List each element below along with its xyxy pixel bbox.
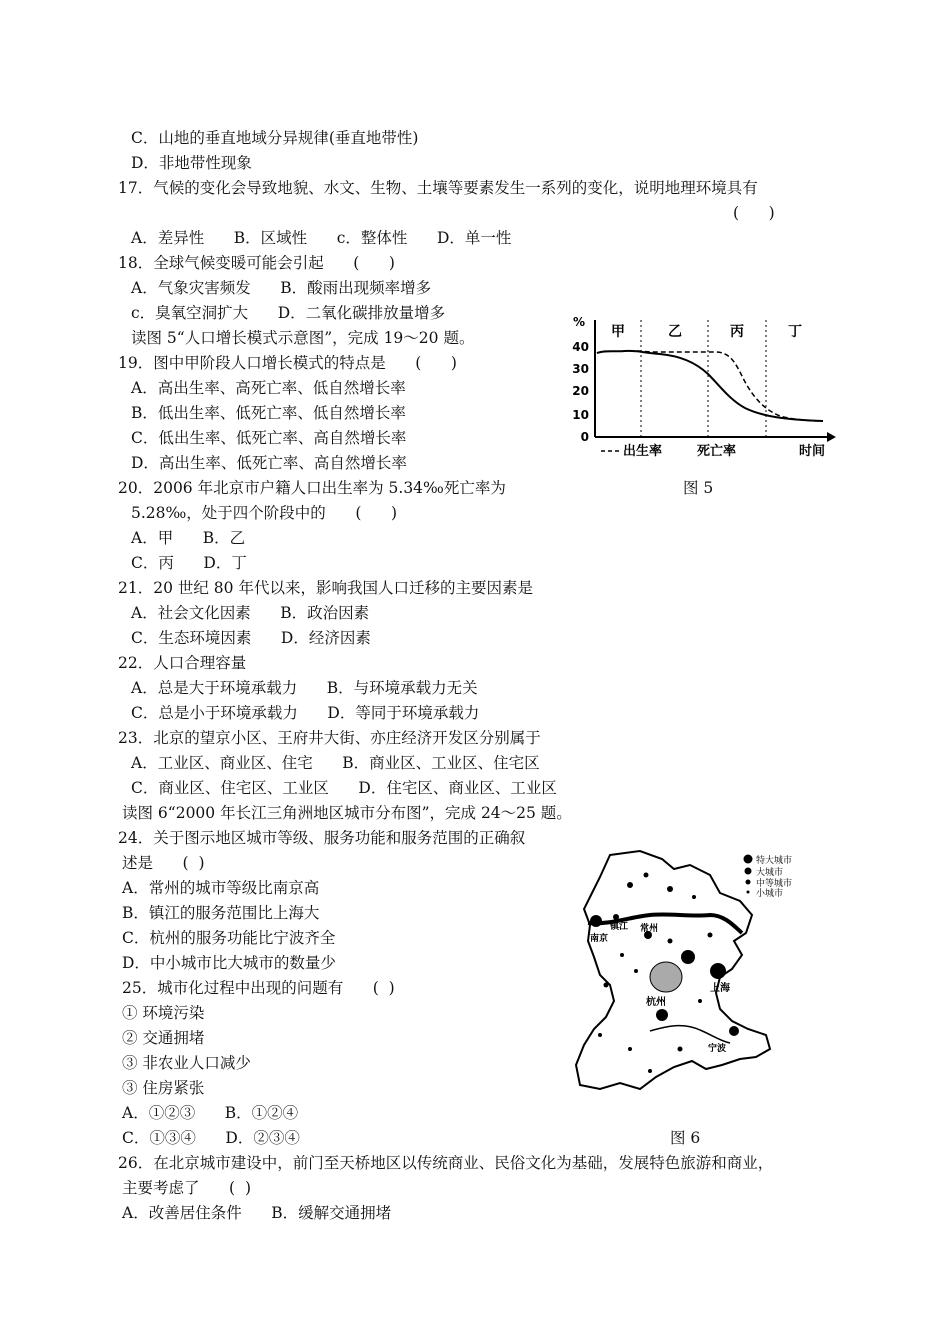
city-nanjing: [590, 915, 602, 927]
question-25-options-cd: C．①③④ D．②③④: [122, 1129, 300, 1147]
question-19-option-a: A．高出生率、高死亡率、低自然增长率: [131, 379, 406, 397]
question-17-options: A．差异性 B．区域性 c．整体性 D．单一性: [131, 229, 512, 247]
stage-jia: 甲: [611, 324, 625, 340]
stage-ding: 丁: [788, 324, 802, 340]
question-22-options-cd: C．总是小于环境承载力 D．等同于环境承载力: [131, 704, 480, 722]
city-ningbo: [729, 1026, 739, 1036]
question-18-options-cd: c．臭氧空洞扩大 D．二氧化碳排放量增多: [131, 304, 446, 322]
taihu-lake: [650, 962, 682, 992]
legend-mega-city: 特大城市: [756, 856, 793, 866]
question-24-continued: 述是 ( ): [122, 854, 205, 872]
figure-6-city-map: [570, 845, 830, 1095]
line-option-16d: D．非地带性现象: [131, 154, 252, 172]
question-23-options-cd: C．商业区、住宅区、工业区 D．住宅区、商业区、工业区: [131, 779, 557, 797]
legend-small-city-marker: [747, 891, 750, 894]
figure-5-caption: 图 5: [683, 479, 714, 497]
ytick-40: 40: [572, 340, 589, 354]
x-axis-label: 时间: [799, 444, 826, 459]
question-20: 20．2006 年北京市户籍人口出生率为 5.34‰死亡率为: [118, 479, 506, 497]
legend-large-city-marker: [745, 868, 752, 875]
question-24-option-a: A．常州的城市等级比南京高: [122, 879, 320, 897]
ytick-20: 20: [572, 384, 589, 398]
figure-5-unit: %: [573, 315, 586, 329]
question-25-item-3: ③ 非农业人口减少: [122, 1054, 251, 1072]
figure-6-intro: 读图 6“2000 年长江三角洲地区城市分布图”，完成 24～25 题。: [122, 804, 572, 822]
city-hangzhou: [656, 1009, 668, 1021]
question-25: 25．城市化过程中出现的问题有 ( ): [122, 979, 395, 997]
question-17-answer-bracket: ( ): [733, 204, 775, 222]
question-19-option-c: C．低出生率、低死亡率、高自然增长率: [131, 429, 407, 447]
question-25-item-1: ① 环境污染: [122, 1004, 205, 1022]
question-21-options-ab: A．社会文化因素 B．政治因素: [131, 604, 370, 622]
question-23-options-ab: A．工业区、商业区、住宅 B．商业区、工业区、住宅区: [131, 754, 540, 772]
stage-yi: 乙: [668, 324, 682, 340]
question-18-options-ab: A．气象灾害频发 B．酸雨出现频率增多: [131, 279, 432, 297]
legend-death-rate: 死亡率: [697, 444, 737, 459]
question-24: 24．关于图示地区城市等级、服务功能和服务范围的正确叙: [118, 829, 526, 847]
label-nanjing: 南京: [590, 934, 609, 944]
ytick-30: 30: [572, 362, 589, 376]
label-changzhou: 常州: [640, 924, 659, 934]
figure-5-population-model: [565, 312, 845, 462]
question-18: 18．全球气候变暖可能会引起 ( ): [118, 254, 395, 272]
label-shanghai: 上海: [710, 983, 730, 994]
question-25-item-4: ③ 住房紧张: [122, 1079, 205, 1097]
label-hangzhou: 杭州: [646, 997, 666, 1008]
label-zhenjiang: 镇江: [610, 922, 629, 932]
birth-rate-curve: [597, 351, 823, 421]
legend-birth-rate: 出生率: [623, 444, 663, 459]
figure-6-caption: 图 6: [670, 1129, 701, 1147]
question-17: 17．气候的变化会导致地貌、水文、生物、土壤等要素发生一系列的变化，说明地理环境具有: [118, 179, 758, 197]
label-ningbo: 宁波: [708, 1044, 727, 1054]
figure-5-intro: 读图 5“人口增长模式示意图”，完成 19～20 题。: [131, 329, 475, 347]
stage-bing: 丙: [730, 324, 744, 340]
legend-medium-city: 中等城市: [756, 879, 793, 889]
legend-group: [744, 854, 793, 899]
legend-small-city: 小城市: [756, 889, 784, 899]
question-26-continued: 主要考虑了 ( ): [122, 1179, 252, 1197]
question-24-option-b: B．镇江的服务范围比上海大: [122, 904, 320, 922]
question-21-options-cd: C．生态环境因素 D．经济因素: [131, 629, 371, 647]
city-zhenjiang: [613, 914, 619, 920]
question-22: 22．人口合理容量: [118, 654, 247, 672]
legend-large-city: 大城市: [756, 868, 784, 878]
ytick-0: 0: [580, 430, 589, 444]
question-20-options-ab: A．甲 B．乙: [131, 529, 246, 547]
city-suzhou: [681, 950, 695, 964]
question-20-continued: 5.28‰，处于四个阶段中的 ( ): [131, 504, 398, 522]
question-19-option-d: D．高出生率、低死亡率、高自然增长率: [131, 454, 407, 472]
legend-mega-city-marker: [744, 855, 753, 864]
question-24-option-d: D．中小城市比大城市的数量少: [122, 954, 336, 972]
question-22-options-ab: A．总是大于环境承载力 B．与环境承载力无关: [131, 679, 478, 697]
question-25-item-2: ② 交通拥堵: [122, 1029, 205, 1047]
question-25-options-ab: A．①②③ B．①②④: [122, 1104, 299, 1122]
question-21: 21．20 世纪 80 年代以来，影响我国人口迁移的主要因素是: [118, 579, 533, 597]
question-20-options-cd: C．丙 D．丁: [131, 554, 247, 572]
line-option-16c: C．山地的垂直地域分异规律(垂直地带性): [131, 129, 419, 147]
question-19: 19．图中甲阶段人口增长模式的特点是 ( ): [118, 354, 457, 372]
death-rate-curve: [597, 351, 823, 421]
city-shanghai: [710, 963, 726, 979]
question-19-option-b: B．低出生率、低死亡率、低自然增长率: [131, 404, 406, 422]
legend-medium-city-marker: [746, 880, 751, 885]
question-26-options-ab: A．改善居住条件 B．缓解交通拥堵: [122, 1204, 392, 1222]
ytick-10: 10: [572, 408, 589, 422]
question-24-option-c: C．杭州的服务功能比宁波齐全: [122, 929, 336, 947]
question-23: 23．北京的望京小区、王府井大街、亦庄经济开发区分别属于: [118, 729, 541, 747]
qiantang-river: [650, 1026, 730, 1043]
question-26: 26．在北京城市建设中，前门至天桥地区以传统商业、民俗文化为基础，发展特色旅游和商业，: [118, 1154, 774, 1172]
